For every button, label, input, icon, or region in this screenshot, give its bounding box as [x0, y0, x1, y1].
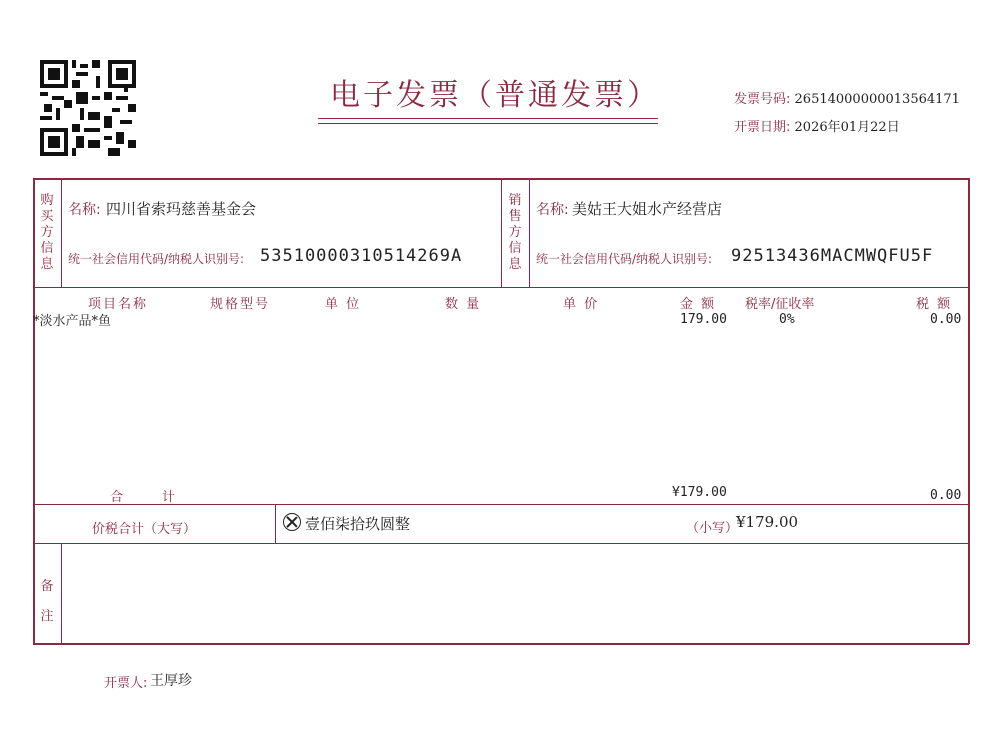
buyer-label-divider — [61, 178, 62, 287]
frame-right — [968, 178, 970, 644]
invoice-number: 26514000000013564171 — [794, 92, 960, 107]
buyer-side-label: 购买方信息 — [40, 193, 54, 272]
invoice-date: 2026年01月22日 — [794, 120, 900, 135]
invoice-date-row — [734, 116, 900, 135]
total-divider — [33, 543, 969, 544]
seller-label-divider — [529, 178, 530, 287]
invoice-date-label: 开票日期: — [734, 120, 791, 135]
item-tax: 0.00 — [930, 312, 962, 327]
item-name: *淡水产品*鱼 — [33, 314, 112, 329]
invoice-title: 电子发票（普通发票） — [330, 78, 660, 113]
x-circle-icon — [283, 513, 301, 531]
seller-name-label: 名称: — [536, 202, 569, 218]
item-amount: 179.00 — [680, 312, 727, 327]
remarks-label-divider — [61, 543, 62, 644]
party-divider — [33, 287, 969, 288]
invoice-number-label: 发票号码: — [734, 92, 791, 107]
issuer-name: 王厚珍 — [150, 673, 192, 689]
title-underline — [318, 123, 658, 124]
seller-name: 美姑王大姐水产经营店 — [572, 200, 723, 218]
col-header-name: 项目名称 — [88, 297, 149, 312]
col-header-price: 单 价 — [563, 297, 600, 312]
col-header-tax: 税 额 — [916, 297, 953, 312]
center-divider — [501, 178, 502, 287]
seller-tax-id: 92513436MACMWQFU5F — [731, 246, 934, 266]
qr-code-icon — [40, 60, 136, 156]
invoice-number-row — [734, 88, 960, 107]
col-header-tax-rate: 税率/征收率 — [745, 297, 815, 312]
frame-left — [33, 178, 35, 644]
item-tax-rate: 0% — [779, 312, 795, 327]
col-header-unit: 单 位 — [325, 297, 362, 312]
frame-bottom — [33, 643, 969, 645]
total-label-divider — [275, 504, 276, 544]
buyer-tax-id-label: 统一社会信用代码/纳税人识别号: — [68, 252, 245, 266]
seller-tax-id-label: 统一社会信用代码/纳税人识别号: — [536, 252, 713, 266]
buyer-name: 四川省索玛慈善基金会 — [106, 200, 257, 218]
subtotal-amount: ¥179.00 — [672, 485, 727, 500]
total-lowercase: ¥179.00 — [736, 513, 799, 531]
subtotal-label: 合 计 — [110, 490, 176, 505]
remarks-label: 备注 — [40, 579, 54, 624]
subtotal-tax: 0.00 — [930, 488, 962, 503]
col-header-qty: 数 量 — [445, 297, 482, 312]
col-header-amount: 金 额 — [680, 297, 717, 312]
buyer-tax-id: 53510000310514269A — [260, 246, 463, 266]
col-header-spec: 规格型号 — [210, 297, 271, 312]
issuer-label: 开票人: — [104, 676, 148, 691]
total-lowercase-label: （小写） — [686, 521, 739, 536]
total-label: 价税合计（大写） — [92, 522, 197, 537]
total-uppercase: 壹佰柒拾玖圆整 — [305, 515, 411, 533]
seller-side-label: 销售方信息 — [508, 193, 522, 272]
title-underline — [318, 118, 658, 119]
buyer-name-label: 名称: — [68, 202, 101, 218]
